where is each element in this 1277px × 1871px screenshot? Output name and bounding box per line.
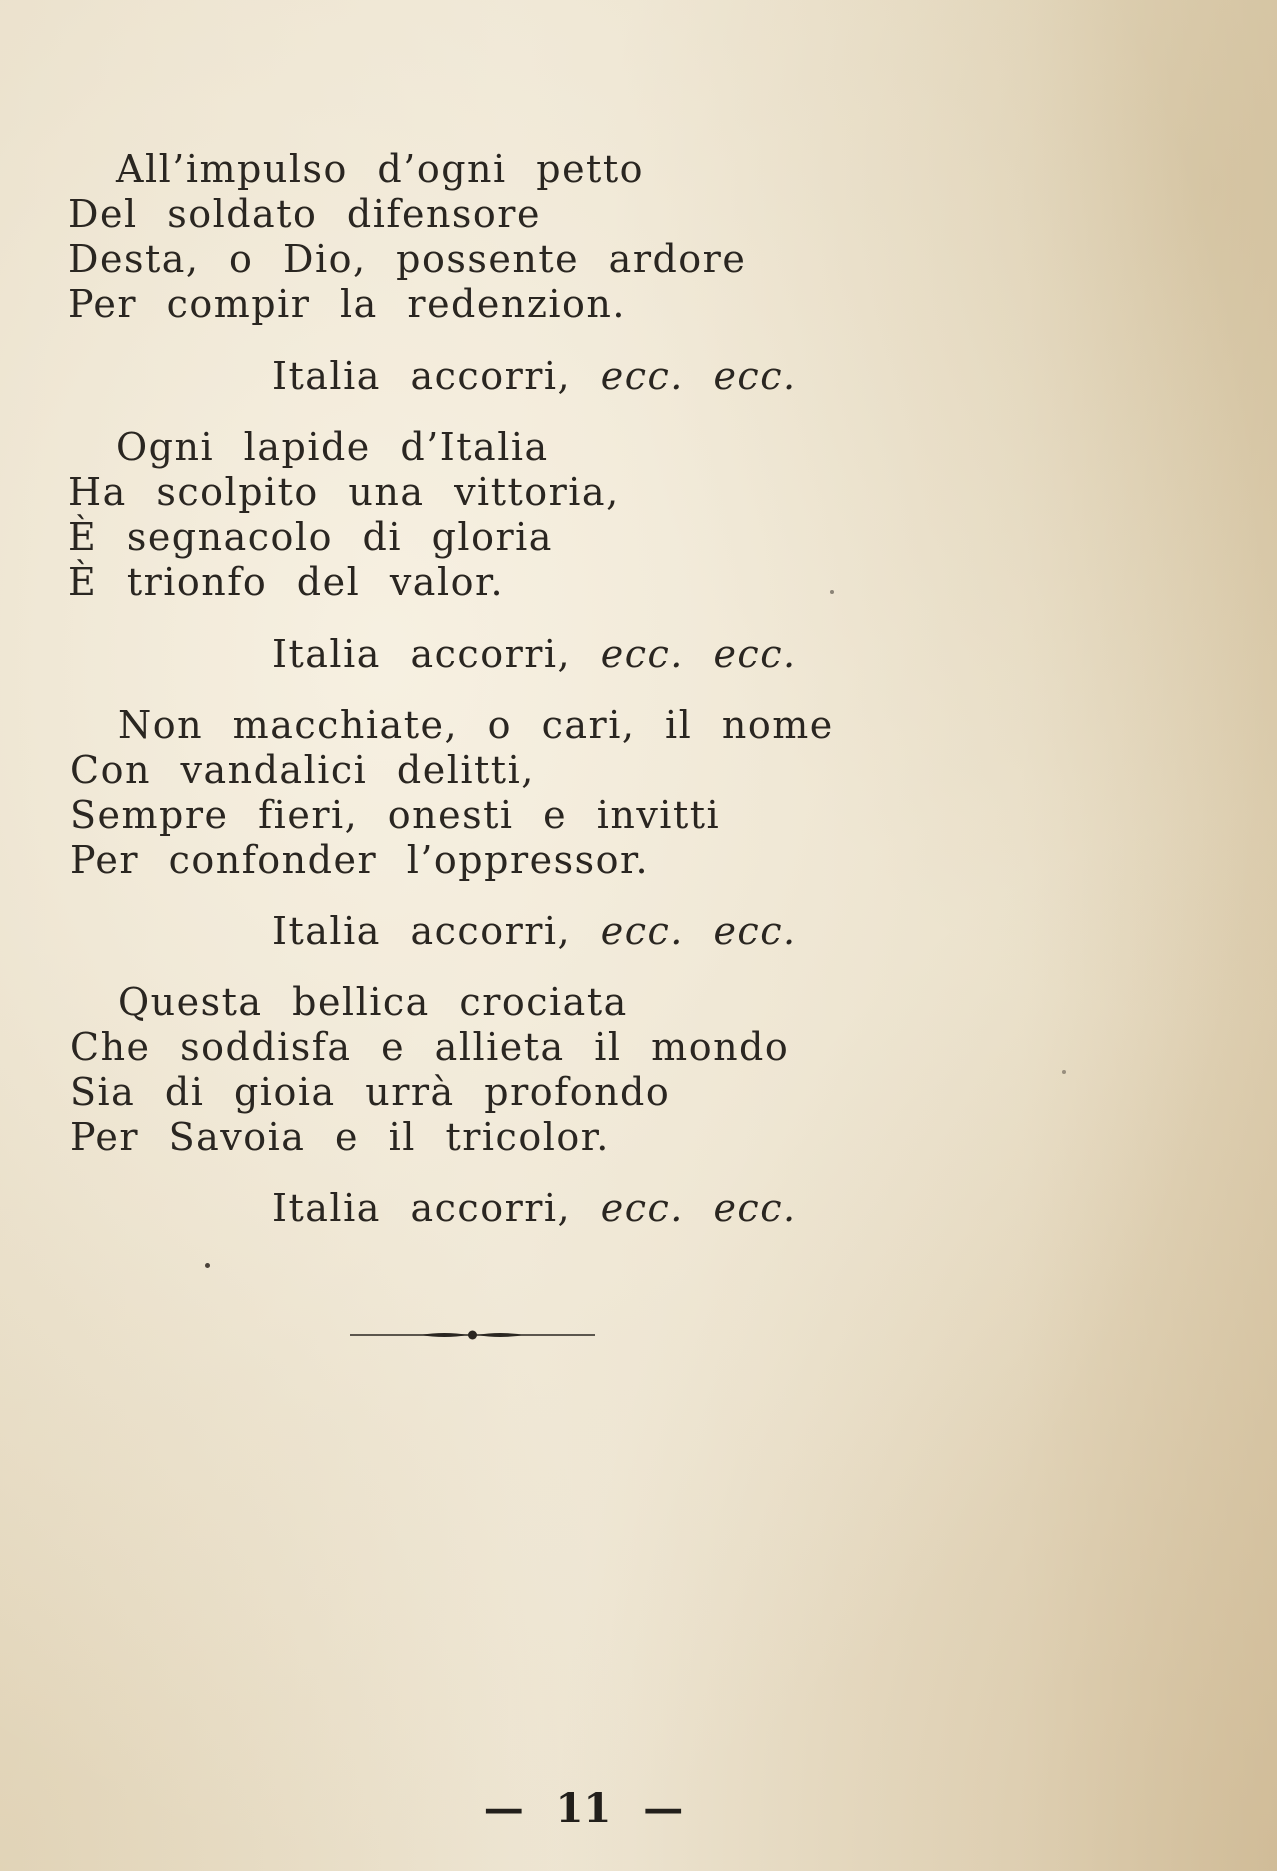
verse-line: Questa bellica crociata xyxy=(118,980,628,1024)
verse-line: Per Savoia e il tricolor. xyxy=(70,1115,610,1159)
refrain-ecc: ecc. ecc. xyxy=(600,354,797,398)
stanza-3 xyxy=(70,703,834,883)
refrain xyxy=(272,632,797,677)
ink-speck xyxy=(205,1263,210,1268)
stanza-1 xyxy=(68,147,746,327)
verse-line: È segnacolo di gloria xyxy=(68,515,553,559)
page-number-text: — 11 — xyxy=(483,1785,684,1832)
refrain-text: Italia accorri, xyxy=(272,1186,572,1230)
refrain-ecc: ecc. ecc. xyxy=(600,1186,797,1230)
verse-line: È trionfo del valor. xyxy=(68,560,505,604)
verse-line: Con vandalici delitti, xyxy=(70,748,535,792)
ink-speck xyxy=(830,590,834,594)
verse-line: Per confonder l’oppressor. xyxy=(70,838,650,882)
stanza-4 xyxy=(70,980,789,1160)
ornamental-divider xyxy=(350,1328,595,1342)
page-number xyxy=(0,1785,1277,1832)
verse-line: Sia di gioia urrà profondo xyxy=(70,1070,671,1114)
refrain-text: Italia accorri, xyxy=(272,632,572,676)
verse-line: Ha scolpito una vittoria, xyxy=(68,470,620,514)
verse-line: Che soddisfa e allieta il mondo xyxy=(70,1025,790,1069)
verse-line: Non macchiate, o cari, il nome xyxy=(118,703,834,747)
verse-line: Ogni lapide d’Italia xyxy=(116,425,549,469)
verse-line: Sempre fieri, onesti e invitti xyxy=(70,793,721,837)
verse-line: Per compir la redenzion. xyxy=(68,282,626,326)
ink-speck xyxy=(1062,1070,1066,1074)
stanza-2 xyxy=(68,425,620,605)
refrain xyxy=(272,354,797,399)
refrain xyxy=(272,1186,797,1231)
refrain-ecc: ecc. ecc. xyxy=(600,909,797,953)
refrain-text: Italia accorri, xyxy=(272,354,572,398)
refrain xyxy=(272,909,797,954)
refrain-ecc: ecc. ecc. xyxy=(600,632,797,676)
verse-line: All’impulso d’ogni petto xyxy=(116,147,644,191)
verse-line: Desta, o Dio, possente ardore xyxy=(68,237,747,281)
verse-line: Del soldato difensore xyxy=(68,192,541,236)
refrain-text: Italia accorri, xyxy=(272,909,572,953)
